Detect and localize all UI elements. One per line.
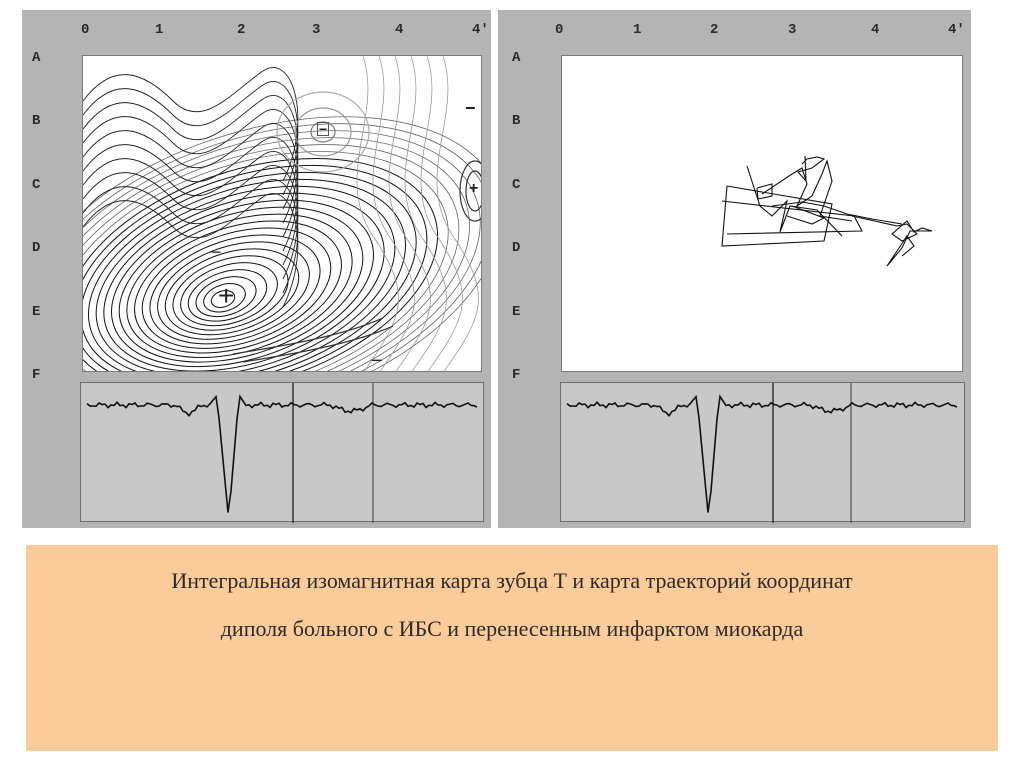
column-label-0: 0 (555, 22, 564, 38)
column-label-1: 1 (633, 22, 642, 38)
column-label-4prime: 4' (948, 22, 965, 38)
column-label-4prime: 4' (472, 22, 489, 38)
row-label-f: F (512, 367, 521, 383)
column-label-0: 0 (81, 22, 90, 38)
column-label-4: 4 (871, 22, 880, 38)
marker-plus-right: + (469, 180, 479, 197)
column-label-1: 1 (155, 22, 164, 38)
marker-plus-center: + (218, 280, 235, 311)
isomagnetic-contour-map (82, 55, 482, 372)
figure-caption (26, 545, 998, 751)
ecg-waveform-left (81, 383, 485, 523)
row-label-a: A (32, 50, 41, 66)
dipole-trajectory-panel (498, 10, 971, 528)
row-label-e: E (32, 304, 41, 320)
contour-lines (83, 56, 482, 372)
ecg-trace-left (80, 382, 484, 522)
isomagnetic-map-panel (22, 10, 491, 528)
row-label-d: D (512, 240, 521, 256)
marker-minus-center-top: − (319, 121, 328, 137)
ecg-waveform-right (561, 383, 966, 523)
row-label-c: C (512, 177, 521, 193)
trajectory-lines (562, 56, 963, 372)
column-label-3: 3 (312, 22, 321, 38)
dipole-trajectory-map (561, 55, 963, 372)
ecg-trace-right (560, 382, 965, 522)
row-label-e: E (512, 304, 521, 320)
marker-minus-lower-left: − (211, 242, 222, 262)
column-label-4: 4 (395, 22, 404, 38)
column-label-2: 2 (237, 22, 246, 38)
row-label-f: F (32, 367, 41, 383)
row-label-c: C (32, 177, 41, 193)
caption-line-2: диполя больного с ИБС и перенесенным инфарктом миокарда (220, 616, 804, 641)
row-label-b: B (512, 113, 521, 129)
marker-minus-bottom: − (371, 350, 383, 372)
column-label-3: 3 (788, 22, 797, 38)
row-label-b: B (32, 113, 41, 129)
column-label-2: 2 (710, 22, 719, 38)
caption-line-1: Интегральная изомагнитная карта зубца Т и карта траекторий координат (171, 568, 853, 593)
marker-minus-right-top: − (465, 98, 476, 118)
row-label-d: D (32, 240, 41, 256)
row-label-a: A (512, 50, 521, 66)
